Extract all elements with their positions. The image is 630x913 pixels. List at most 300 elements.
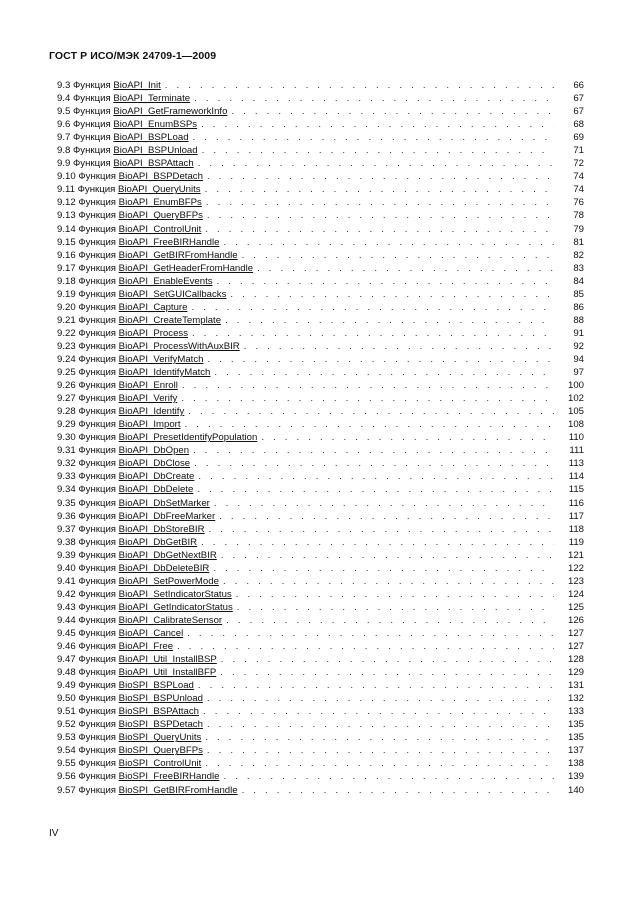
toc-entry-function-name: BioAPI_DbSetMarker — [118, 497, 210, 509]
toc-leader-dots — [207, 353, 554, 366]
toc-entry-number: 9.14 — [57, 223, 76, 235]
toc-entry[interactable] — [57, 366, 584, 379]
toc-entry-word: Функция — [78, 210, 116, 222]
toc-entry-title — [57, 79, 161, 92]
toc-entry-function-name: BioAPI_BSPDetach — [118, 171, 203, 183]
toc-leader-dots — [202, 144, 554, 157]
toc-entry-word: Функция — [78, 654, 116, 666]
toc-entry-number: 9.46 — [57, 641, 76, 653]
toc-leader-dots — [165, 79, 554, 92]
toc-entry-number: 9.57 — [57, 784, 76, 796]
toc-entry-page: 105 — [567, 406, 584, 418]
toc-entry-word: Функция — [73, 93, 111, 105]
toc-entry-function-name: BioAPI_Capture — [118, 301, 188, 313]
toc-entry-number: 9.23 — [57, 340, 76, 352]
toc-entry-title — [57, 653, 217, 666]
toc-leader-dots — [198, 157, 554, 170]
toc-leader-dots — [237, 601, 554, 614]
toc-entry-word: Функция — [78, 719, 116, 731]
toc-entry-page: 124 — [567, 588, 584, 600]
toc-entry-title — [57, 744, 203, 757]
toc-entry-title — [57, 536, 197, 549]
toc-leader-dots — [185, 418, 554, 431]
toc-entry-function-name: BioAPI_DbStoreBIR — [118, 523, 205, 535]
toc-entry[interactable] — [57, 483, 584, 496]
toc-entry-title — [57, 379, 178, 392]
toc-entry-title — [57, 170, 203, 183]
toc-entry[interactable] — [57, 692, 584, 705]
toc-entry-function-name: BioAPI_IdentifyMatch — [118, 367, 211, 379]
toc-entry-function-name: BioAPI_DbDelete — [118, 484, 194, 496]
toc-entry-page: 88 — [573, 314, 584, 326]
toc-entry[interactable] — [57, 118, 584, 131]
toc-entry-page: 135 — [567, 732, 584, 744]
toc-entry[interactable] — [57, 784, 584, 797]
toc-entry[interactable] — [57, 536, 584, 549]
toc-entry[interactable] — [57, 353, 584, 366]
toc-entry-title — [57, 275, 213, 288]
toc-entry[interactable] — [57, 614, 584, 627]
toc-entry-function-name: BioAPI_Util_InstallBFP — [118, 667, 217, 679]
toc-entry-function-name: BioSPI_GetBIRFromHandle — [118, 784, 238, 796]
toc-entry-function-name: BioAPI_Terminate — [113, 93, 191, 105]
toc-entry-page: 79 — [573, 223, 584, 235]
toc-entry-word: Функция — [78, 693, 116, 705]
toc-entry-word: Функция — [78, 262, 116, 274]
toc-entry-number: 9.18 — [57, 275, 76, 287]
toc-entry[interactable] — [57, 653, 584, 666]
toc-entry-title — [57, 679, 194, 692]
toc-entry-function-name: BioAPI_Import — [118, 419, 181, 431]
toc-entry-page: 102 — [567, 393, 584, 405]
toc-entry[interactable] — [57, 705, 584, 718]
toc-entry-title — [57, 497, 210, 510]
toc-leader-dots — [191, 301, 554, 314]
toc-entry-page: 115 — [568, 484, 584, 496]
toc-leader-dots — [198, 679, 554, 692]
toc-entry-word: Функция — [78, 458, 116, 470]
toc-entry-word: Функция — [78, 367, 116, 379]
toc-entry-word: Функция — [78, 249, 116, 261]
toc-entry-number: 9.4 — [57, 93, 71, 105]
toc-entry-title — [57, 118, 197, 131]
toc-leader-dots — [261, 431, 554, 444]
toc-entry[interactable] — [57, 275, 584, 288]
toc-entry-function-name: BioAPI_FreeBIRHandle — [118, 236, 220, 248]
toc-entry[interactable] — [57, 236, 584, 249]
toc-entry-number: 9.16 — [57, 249, 76, 261]
toc-entry-page: 68 — [573, 119, 584, 131]
toc-entry-number: 9.40 — [57, 562, 76, 574]
toc-entry-function-name: BioAPI_SetPowerMode — [118, 575, 219, 587]
toc-entry-word: Функция — [78, 223, 116, 235]
toc-entry-number: 9.35 — [57, 497, 76, 509]
toc-entry-number: 9.34 — [57, 484, 76, 496]
toc-entry-function-name: BioAPI_BSPAttach — [113, 158, 194, 170]
toc-entry-title — [57, 640, 173, 653]
toc-entry-number: 9.26 — [57, 380, 76, 392]
toc-entry[interactable] — [57, 549, 584, 562]
toc-entry-word: Функция — [78, 432, 116, 444]
toc-entry-page: 127 — [567, 627, 584, 639]
toc-entry[interactable] — [57, 770, 584, 783]
toc-entry[interactable] — [57, 262, 584, 275]
toc-entry[interactable] — [57, 718, 584, 731]
toc-entry-function-name: BioAPI_SetGUICallbacks — [118, 288, 227, 300]
toc-entry-word: Функция — [73, 158, 111, 170]
toc-entry-title — [57, 418, 181, 431]
toc-entry-title — [57, 105, 227, 118]
toc-leader-dots — [214, 366, 554, 379]
toc-entry-page: 127 — [567, 641, 584, 653]
toc-entry-number: 9.54 — [57, 745, 76, 757]
toc-entry[interactable] — [57, 575, 584, 588]
toc-entry-page: 71 — [573, 145, 584, 157]
toc-leader-dots — [223, 236, 554, 249]
toc-entry[interactable] — [57, 196, 584, 209]
toc-entry[interactable] — [57, 523, 584, 536]
toc-entry-number: 9.32 — [57, 458, 76, 470]
toc-entry-function-name: BioSPI_BSPUnload — [118, 693, 203, 705]
toc-entry-title — [57, 470, 194, 483]
toc-entry[interactable] — [57, 288, 584, 301]
toc-entry[interactable] — [57, 457, 584, 470]
toc-leader-dots — [201, 536, 554, 549]
toc-entry-word: Функция — [78, 771, 116, 783]
toc-leader-dots — [223, 575, 554, 588]
toc-entry-function-name: BioAPI_EnumBFPs — [118, 197, 202, 209]
toc-entry-title — [57, 549, 217, 562]
toc-entry[interactable] — [57, 392, 584, 405]
toc-entry-title — [57, 431, 257, 444]
toc-leader-dots — [225, 314, 554, 327]
toc-entry[interactable] — [57, 327, 584, 340]
toc-entry-page: 111 — [569, 445, 584, 457]
toc-leader-dots — [201, 118, 554, 131]
document-header: ГОСТ Р ИСО/МЭК 24709-1—2009 — [49, 50, 217, 62]
toc-entry-function-name: BioAPI_EnumBSPs — [113, 119, 198, 131]
toc-entry-title — [57, 510, 215, 523]
toc-entry-function-name: BioSPI_BSPAttach — [118, 706, 200, 718]
toc-entry-word: Функция — [78, 380, 116, 392]
toc-entry-number: 9.13 — [57, 210, 76, 222]
toc-entry-page: 126 — [567, 614, 584, 626]
toc-entry-word: Функция — [78, 758, 116, 770]
toc-entry-page: 97 — [573, 367, 584, 379]
toc-entry-page: 122 — [567, 562, 584, 574]
toc-entry[interactable] — [57, 640, 584, 653]
toc-entry-title — [57, 223, 201, 236]
toc-entry[interactable] — [57, 314, 584, 327]
toc-entry-word: Функция — [78, 275, 116, 287]
toc-entry[interactable] — [57, 444, 584, 457]
toc-entry-page: 113 — [568, 458, 584, 470]
toc-entry-number: 9.42 — [57, 588, 76, 600]
toc-entry-page: 123 — [567, 575, 584, 587]
toc-entry[interactable] — [57, 666, 584, 679]
toc-entry-word: Функция — [78, 706, 116, 718]
toc-entry-function-name: BioSPI_FreeBIRHandle — [118, 771, 220, 783]
toc-entry-page: 114 — [568, 471, 584, 483]
toc-entry-title — [57, 353, 203, 366]
toc-entry-word: Функция — [78, 497, 116, 509]
toc-entry-number: 9.10 — [57, 171, 76, 183]
toc-entry-page: 117 — [568, 510, 584, 522]
toc-entry-word: Функция — [73, 119, 111, 131]
toc-entry-word: Функция — [78, 549, 116, 561]
toc-entry-word: Функция — [78, 197, 116, 209]
toc-entry-title — [57, 131, 189, 144]
toc-entry-word: Функция — [78, 614, 116, 626]
toc-entry-title — [57, 209, 203, 222]
toc-leader-dots — [231, 105, 554, 118]
toc-entry[interactable] — [57, 157, 584, 170]
toc-entry[interactable] — [57, 105, 584, 118]
toc-entry[interactable] — [57, 562, 584, 575]
toc-entry-word: Функция — [78, 784, 116, 796]
toc-entry-page: 81 — [573, 236, 584, 248]
toc-leader-dots — [205, 757, 554, 770]
toc-entry-page: 69 — [573, 132, 584, 144]
toc-entry-function-name: BioSPI_QueryUnits — [118, 732, 202, 744]
toc-entry-word: Функция — [78, 745, 116, 757]
toc-entry-word: Функция — [73, 106, 111, 118]
toc-entry-function-name: BioAPI_CalibrateSensor — [118, 614, 223, 626]
toc-entry-page: 83 — [573, 262, 584, 274]
toc-entry[interactable] — [57, 183, 584, 196]
toc-entry-word: Функция — [73, 132, 111, 144]
toc-entry-page: 108 — [567, 419, 584, 431]
toc-entry-function-name: BioAPI_QueryUnits — [117, 184, 201, 196]
toc-entry-title — [57, 392, 177, 405]
toc-entry-page: 125 — [567, 601, 584, 613]
toc-entry-page: 138 — [567, 758, 584, 770]
toc-entry-function-name: BioSPI_QueryBFPs — [118, 745, 203, 757]
toc-entry-number: 9.44 — [57, 614, 76, 626]
toc-entry-number: 9.43 — [57, 601, 76, 613]
toc-leader-dots — [193, 444, 554, 457]
toc-entry-number: 9.29 — [57, 419, 76, 431]
toc-leader-dots — [181, 392, 554, 405]
toc-leader-dots — [194, 92, 554, 105]
toc-entry-title — [57, 340, 240, 353]
toc-entry-page: 139 — [567, 771, 584, 783]
toc-entry-title — [57, 588, 232, 601]
toc-entry-title — [57, 731, 201, 744]
toc-leader-dots — [197, 483, 554, 496]
toc-entry-title — [57, 757, 201, 770]
toc-entry-function-name: BioAPI_GetHeaderFromHandle — [118, 262, 254, 274]
toc-entry-function-name: BioAPI_DbDeleteBIR — [118, 562, 210, 574]
table-of-contents — [57, 79, 584, 797]
toc-entry-number: 9.53 — [57, 732, 76, 744]
toc-entry-word: Функция — [78, 340, 116, 352]
toc-entry-page: 135 — [567, 719, 584, 731]
toc-entry-word: Функция — [78, 627, 116, 639]
toc-entry[interactable] — [57, 744, 584, 757]
toc-entry-function-name: BioAPI_DbOpen — [118, 445, 190, 457]
toc-entry[interactable] — [57, 470, 584, 483]
toc-entry[interactable] — [57, 601, 584, 614]
toc-entry-word: Функция — [78, 484, 116, 496]
toc-entry[interactable] — [57, 340, 584, 353]
toc-entry-page: 74 — [573, 171, 584, 183]
toc-leader-dots — [207, 170, 554, 183]
toc-entry-function-name: BioAPI_GetFrameworkInfo — [113, 106, 228, 118]
toc-entry-title — [57, 601, 233, 614]
toc-entry-page: 128 — [567, 654, 584, 666]
toc-entry-function-name: BioAPI_Util_InstallBSP — [118, 654, 217, 666]
toc-entry-word: Функция — [78, 510, 116, 522]
toc-entry-word: Функция — [73, 80, 111, 91]
toc-entry[interactable] — [57, 679, 584, 692]
toc-entry[interactable] — [57, 731, 584, 744]
toc-entry[interactable] — [57, 627, 584, 640]
toc-entry-title — [57, 784, 238, 797]
toc-entry-number: 9.15 — [57, 236, 76, 248]
toc-entry-title — [57, 144, 198, 157]
toc-entry-function-name: BioAPI_EnableEvents — [118, 275, 213, 287]
toc-entry-function-name: BioAPI_PresetIdentifyPopulation — [118, 432, 258, 444]
toc-entry-page: 131 — [567, 680, 584, 692]
toc-leader-dots — [230, 288, 554, 301]
toc-leader-dots — [206, 196, 554, 209]
toc-leader-dots — [226, 614, 554, 627]
toc-entry-page: 121 — [567, 549, 584, 561]
toc-entry-function-name: BioAPI_Process — [118, 327, 188, 339]
toc-leader-dots — [203, 705, 554, 718]
toc-entry-number: 9.17 — [57, 262, 76, 274]
toc-entry[interactable] — [57, 588, 584, 601]
toc-entry-page: 78 — [573, 210, 584, 222]
toc-entry-number: 9.5 — [57, 106, 71, 118]
toc-entry[interactable] — [57, 405, 584, 418]
toc-entry-number: 9.38 — [57, 536, 76, 548]
toc-entry-word: Функция — [78, 288, 116, 300]
toc-entry-word: Функция — [78, 327, 116, 339]
toc-leader-dots — [213, 562, 554, 575]
toc-entry-word: Функция — [78, 393, 116, 405]
toc-entry-title — [57, 444, 189, 457]
toc-leader-dots — [207, 718, 554, 731]
toc-entry-page: 67 — [573, 106, 584, 118]
toc-entry[interactable] — [57, 131, 584, 144]
toc-entry-title — [57, 562, 209, 575]
toc-entry-word: Функция — [78, 445, 116, 457]
toc-leader-dots — [220, 666, 554, 679]
toc-entry-word: Функция — [78, 353, 116, 365]
toc-entry-page: 129 — [567, 667, 584, 679]
toc-entry[interactable] — [57, 79, 584, 92]
toc-entry-title — [57, 196, 202, 209]
toc-leader-dots — [207, 209, 554, 222]
toc-entry[interactable] — [57, 92, 584, 105]
toc-entry-page: 92 — [573, 340, 584, 352]
toc-entry-number: 9.56 — [57, 771, 76, 783]
toc-entry[interactable] — [57, 249, 584, 262]
toc-entry-number: 9.49 — [57, 680, 76, 692]
toc-entry[interactable] — [57, 223, 584, 236]
toc-entry-title — [57, 183, 201, 196]
toc-leader-dots — [217, 275, 554, 288]
toc-entry-word: Функция — [73, 145, 111, 157]
toc-entry[interactable] — [57, 418, 584, 431]
toc-entry-title — [57, 314, 221, 327]
toc-entry-number: 9.7 — [57, 132, 71, 144]
toc-entry-title — [57, 236, 219, 249]
toc-entry-title — [57, 666, 216, 679]
toc-entry-word: Функция — [78, 314, 116, 326]
toc-entry-title — [57, 249, 238, 262]
toc-leader-dots — [219, 510, 554, 523]
toc-entry-page: 133 — [567, 706, 584, 718]
toc-leader-dots — [198, 470, 554, 483]
toc-leader-dots — [257, 262, 554, 275]
toc-entry-function-name: BioAPI_BSPUnload — [113, 145, 198, 157]
toc-entry-number: 9.24 — [57, 353, 76, 365]
toc-entry-page: 84 — [573, 275, 584, 287]
toc-entry-number: 9.55 — [57, 758, 76, 770]
toc-entry-page: 118 — [568, 523, 584, 535]
toc-leader-dots — [194, 457, 554, 470]
toc-entry-page: 86 — [573, 301, 584, 313]
toc-entry[interactable] — [57, 209, 584, 222]
toc-entry-title — [57, 366, 210, 379]
toc-entry-title — [57, 405, 184, 418]
toc-entry-number: 9.21 — [57, 314, 76, 326]
toc-entry[interactable] — [57, 144, 584, 157]
toc-entry[interactable] — [57, 301, 584, 314]
toc-entry-function-name: BioAPI_SetIndicatorStatus — [118, 588, 232, 600]
toc-entry-number: 9.36 — [57, 510, 76, 522]
toc-entry-page: 91 — [573, 327, 584, 339]
toc-entry-title — [57, 575, 219, 588]
toc-entry-title — [57, 483, 193, 496]
toc-leader-dots — [205, 731, 554, 744]
toc-leader-dots — [242, 784, 554, 797]
toc-entry-page: 74 — [573, 184, 584, 196]
toc-entry[interactable] — [57, 170, 584, 183]
toc-entry-word: Функция — [78, 171, 116, 183]
toc-entry[interactable] — [57, 379, 584, 392]
toc-entry[interactable] — [57, 757, 584, 770]
toc-entry-word: Функция — [78, 667, 116, 679]
toc-entry-number: 9.19 — [57, 288, 76, 300]
toc-entry-function-name: BioAPI_ControlUnit — [118, 223, 202, 235]
toc-entry-title — [57, 718, 203, 731]
toc-leader-dots — [193, 131, 554, 144]
toc-entry[interactable] — [57, 510, 584, 523]
toc-entry-number: 9.8 — [57, 145, 71, 157]
toc-entry-number: 9.12 — [57, 197, 76, 209]
toc-leader-dots — [188, 405, 554, 418]
toc-entry-number: 9.6 — [57, 119, 71, 131]
toc-entry-title — [57, 692, 203, 705]
toc-entry-number: 9.22 — [57, 327, 76, 339]
toc-entry-function-name: BioAPI_GetBIRFromHandle — [118, 249, 238, 261]
toc-entry-number: 9.3 — [57, 80, 71, 91]
toc-entry-number: 9.45 — [57, 627, 76, 639]
toc-entry-word: Функция — [78, 523, 116, 535]
toc-entry[interactable] — [57, 497, 584, 510]
toc-leader-dots — [221, 549, 554, 562]
toc-entry-number: 9.28 — [57, 406, 76, 418]
toc-entry[interactable] — [57, 431, 584, 444]
toc-entry-page: 76 — [573, 197, 584, 209]
toc-entry-title — [57, 627, 183, 640]
toc-entry-function-name: BioAPI_ProcessWithAuxBIR — [118, 340, 240, 352]
toc-entry-title — [57, 705, 199, 718]
